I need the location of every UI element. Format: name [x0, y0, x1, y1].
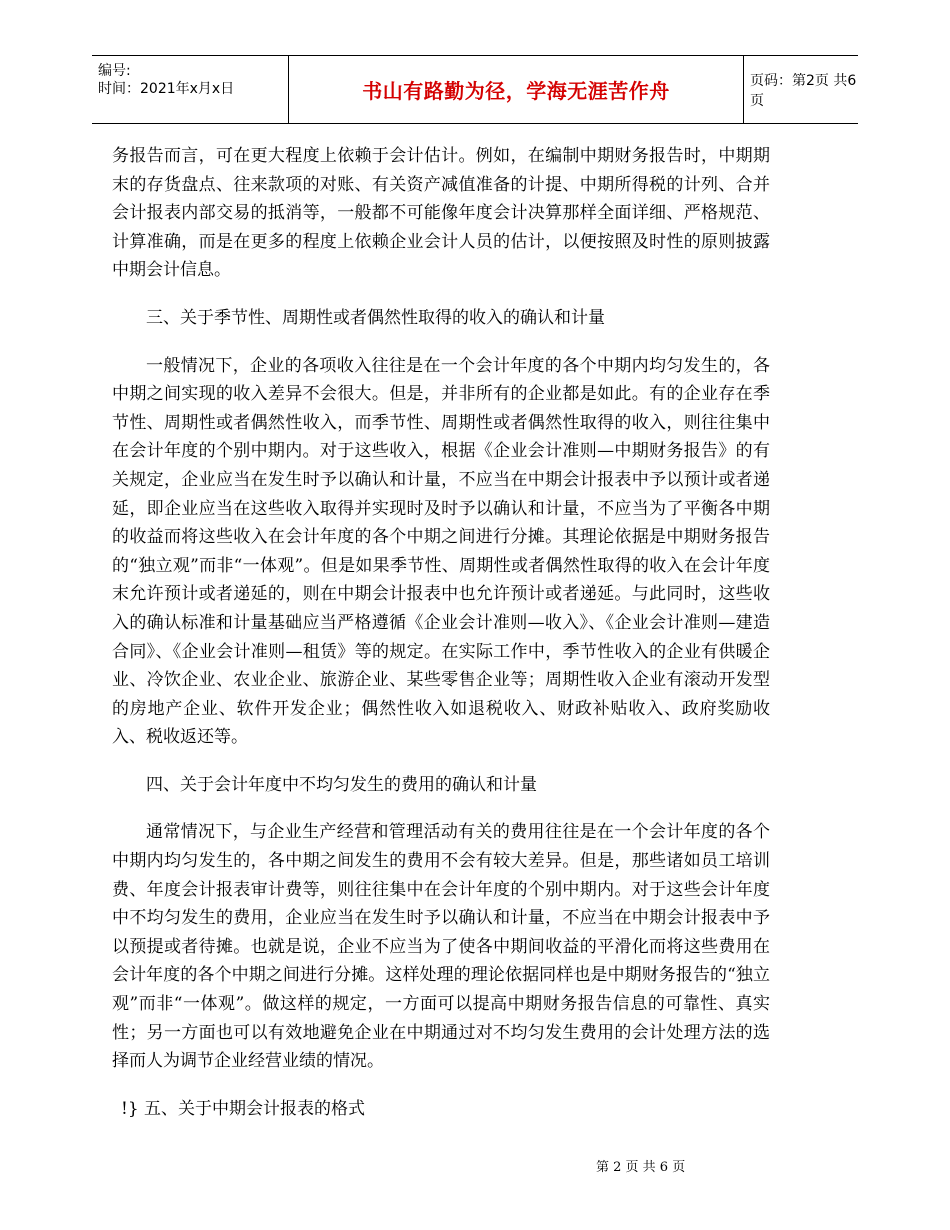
header-meta	[92, 56, 288, 123]
page-footer: 第 2 页 共 6 页	[596, 1160, 686, 1175]
section-heading-4: 四、关于会计年度中不均匀发生的费用的确认和计量	[146, 774, 537, 795]
document-time-label: 时间：2021年x月x日	[98, 81, 235, 97]
section-heading-3: 三、关于季节性、周期性或者偶然性取得的收入的确认和计量	[146, 307, 605, 328]
header-page-info: 页码：第2页 共6页	[750, 72, 857, 109]
header-motto-cell	[288, 56, 744, 123]
section-heading-5: !} 五、关于中期会计报表的格式	[121, 1098, 366, 1119]
document-body	[112, 142, 770, 1123]
header-motto: 书山有路勤为径，学海无涯苦作舟	[362, 79, 670, 103]
paragraph-continued: 务报告而言，可在更大程度上依赖于会计估计。例如，在编制中期财务报告时，中期期末的存货盘点、往来款项的对账、有关资产减值准备的计提、中期所得税的计列、合并会计报表内部交易的抵消等，一般都不可能像年度会计决算那样全面详细、严格规范、计算准确，而是在更多的程度上依赖企业会计人员的估计，以便按照及时性的原则披露中期会计信息。	[112, 146, 770, 281]
document-number-label: 编号:	[98, 63, 131, 79]
page-header	[92, 55, 858, 124]
paragraph-uneven-expenses: 通常情况下，与企业生产经营和管理活动有关的费用往往是在一个会计年度的各个中期内均匀发生的，各中期之间发生的费用不会有较大差异。但是，那些诸如员工培训费、年度会计报表审计费等，则往往集中在会计年度的个别中期内。对于这些会计年度中不均匀发生的费用，企业应当在发生时予以确认和计量，不应当在中期会计报表中予以预提或者待摊。也就是说，企业不应当为了使各中期间收益的平滑化而将这些费用在会计年度的各个中期之间进行分摊。这样处理的理论依据同样也是中期财务报告的“独立观”而非“一体观”。做这样的规定，一方面可以提高中期财务报告信息的可靠性、真实性；另一方面也可以有效地避免企业在中期通过对不均匀发生费用的会计处理方法的选择而人为调节企业经营业绩的情况。	[112, 822, 770, 1072]
header-page-info-cell	[743, 56, 865, 123]
paragraph-seasonal-income: 一般情况下，企业的各项收入往往是在一个会计年度的各个中期内均匀发生的，各中期之间实现的收入差异不会很大。但是，并非所有的企业都是如此。有的企业存在季节性、周期性或者偶然性收入，而季节性、周期性或者偶然性取得的收入，则往往集中在会计年度的个别中期内。对于这些收入，根据《企业会计准则—中期财务报告》的有关规定，企业应当在发生时予以确认和计量，不应当在中期会计报表中予以预计或者递延，即企业应当在这些收入取得并实现时及时予以确认和计量，不应当为了平衡各中期的收益而将这些收入在会计年度的各个中期之间进行分摊。其理论依据是中期财务报告的“独立观”而非“一体观”。但是如果季节性、周期性或者偶然性取得的收入在会计年度末允许预计或者递延的，则在中期会计报表中也允许预计或者递延。与此同时，这些收入的确认标准和计量基础应当严格遵循《企业会计准则—收入》、《企业会计准则—建造合同》、《企业会计准则—租赁》等的规定。在实际工作中，季节性收入的企业有供暖企业、冷饮企业、农业企业、旅游企业、某些零售企业等；周期性收入企业有滚动开发型的房地产企业、软件开发企业；偶然性收入如退税收入、财政补贴收入、政府奖励收入、税收返还等。	[112, 355, 770, 748]
